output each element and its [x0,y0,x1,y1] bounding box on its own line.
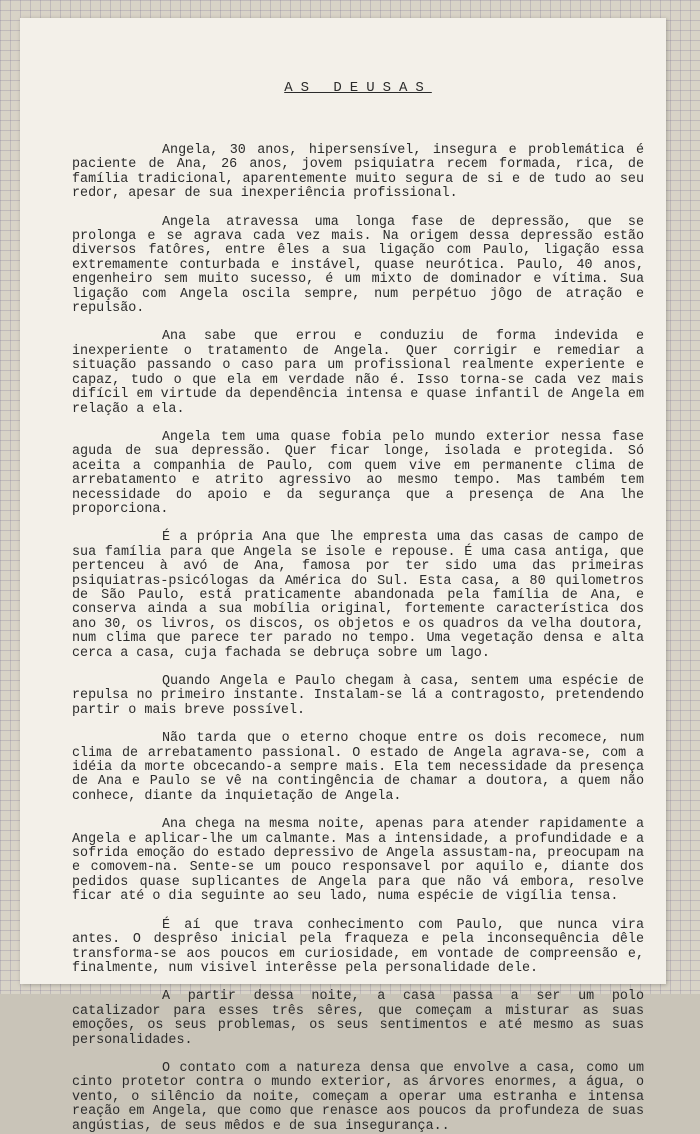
paragraph: É aí que trava conhecimento com Paulo, que nunca vira antes. O desprêso inicial pela fraqueza e pela inconsequência dêle transforma-se aos poucos em curiosidade, em vontade de compreensão e, finalmente, num visivel interêsse pela personalidade dele. [72,917,644,976]
paragraph: Ana sabe que errou e conduziu de forma indevida e inexperiente o tratamento de Angela. Quer corrigir e remediar a situação passando o caso para um profissional realmente experiente e capaz, tudo o que ela em verdade não é. Isso torna-se cada vez mais difícil em virtude da dependência intensa e quase infantil de Angela em relação a ela. [72,329,644,417]
paragraph: Quando Angela e Paulo chegam à casa, sentem uma espécie de repulsa no primeiro instante. Instalam-se lá a contragosto, pretendendo partir o mais breve possível. [72,674,644,718]
paragraph: Angela, 30 anos, hipersensível, insegura e problemática é paciente de Ana, 26 anos, jovem psiquiatra recem formada, rica, de família tradicional, aparentemente muito segura de si e de tudo ao seu redor, apesar de sua inexperiência profissional. [72,143,644,202]
paragraph: É a própria Ana que lhe empresta uma das casas de campo de sua família para que Angela se isole e repouse. É uma casa antiga, que pertenceu à avó de Ana, famosa por ter sido uma das primeiras psiquiatras-psicólogas da América do Sul. Esta casa, a 80 quilometros de São Paulo, está praticamente abandonada pela família de Ana, e conserva ainda a sua mobília original, fortemente característica dos ano 30, os livros, os discos, os objetos e os quadros da velha doutora, num clima que parece ter parado no tempo. Uma vegetação densa e alta cerca a casa, cuja fachada se debruça sobre um lago. [72,530,644,661]
typewritten-page [20,18,666,1134]
paragraph: Não tarda que o eterno choque entre os dois recomece, num clima de arrebatamento passional. O estado de Angela agrava-se, com a idéia da morte obcecando-a sempre mais. Ela tem necessidade da presença de Ana e Paulo se vê na contingência de chamar a doutora, a quem não conhece, diante da inquietação de Angela. [72,731,644,804]
paragraph: O contato com a natureza densa que envolve a casa, como um cinto protetor contra o mundo exterior, as árvores enormes, a água, o vento, o silêncio da noite, começam a operar uma estranha e intensa reação em Angela, que como que renasce aos poucos da profundeza de suas angústias, de seus mêdos e de sua insegurança.. [72,1060,644,1134]
page-title: AS DEUSAS [284,80,432,96]
paragraph: Ana chega na mesma noite, apenas para atender rapidamente a Angela e aplicar-lhe um calmante. Mas a intensidade, a profundidade e a sofrida emoção do estado depressivo de Angela assustam-na, preocupam na e comovem-na. Sente-se um pouco responsavel por aquilo e, diante dos pedidos quase suplicantes de Angela para que não vá embora, resolve ficar até o dia seguinte ao seu lado, numa espécie de vigília tensa. [72,817,644,905]
paragraph: Angela tem uma quase fobia pelo mundo exterior nessa fase aguda de sua depressão. Quer ficar longe, isolada e protegida. Só aceita a companhia de Paulo, com quem vive em permanente clima de arrebatamento e atrito agressivo ao mesmo tempo. Mas também tem necessidade do apoio e da segurança que a presença de Ana lhe proporciona. [72,429,644,517]
paragraph: A partir dessa noite, a casa passa a ser um polo catalizador para esses três sêres, que começam a misturar as suas emoções, os seus problemas, os seus sentimentos e até mesmo as suas personalidades. [72,989,644,1048]
paragraph: Angela atravessa uma longa fase de depressão, que se prolonga e se agrava cada vez mais. Na origem dessa depressão estão diversos fatôres, entre êles a sua ligação com Paulo, ligação essa extremamente conturbada e instável, quase neurótica. Paulo, 40 anos, engenheiro sem muito sucesso, é um mixto de dominador e vítima. Sua ligação com Angela oscila sempre, num perpétuo jôgo de atração e repulsão. [72,214,644,317]
